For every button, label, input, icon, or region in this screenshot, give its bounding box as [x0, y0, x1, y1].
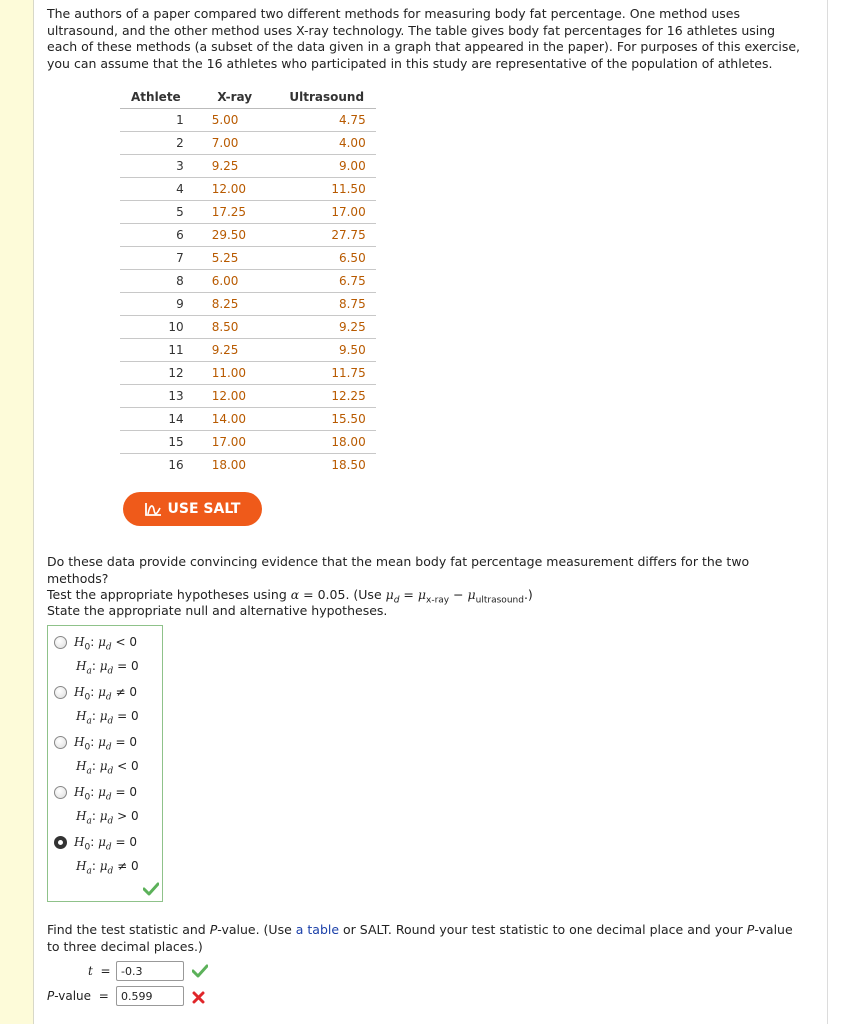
hypothesis-option-5[interactable] — [52, 833, 160, 877]
mu-eq: = — [399, 587, 418, 602]
right-divider — [827, 0, 828, 1024]
hypothesis-option-4[interactable] — [52, 783, 160, 827]
ultrasound-cell: 11.75 — [278, 362, 376, 385]
xray-cell: 12.00 — [192, 385, 278, 408]
radio-button[interactable] — [54, 636, 67, 649]
body-fat-table — [120, 86, 376, 476]
hypothesis-option-1[interactable] — [52, 633, 160, 677]
use-salt-button[interactable] — [123, 492, 262, 526]
salt-chart-icon — [145, 502, 162, 517]
find-post2: -value to three decimal places.) — [47, 922, 793, 954]
sub-xray: x-ray — [426, 595, 450, 606]
t-label: t = — [88, 964, 111, 978]
alternative-hypothesis: $H_a$: $\mu_d = 0$ — [76, 659, 139, 677]
athlete-cell: 15 — [120, 431, 192, 454]
sub-ultrasound: ultrasound — [475, 595, 524, 606]
header-xray: X-ray — [192, 86, 278, 109]
ultrasound-cell: 15.50 — [278, 408, 376, 431]
mu-xray: μ — [417, 587, 426, 602]
alpha-value: 0.05 — [317, 587, 346, 602]
athlete-cell: 2 — [120, 132, 192, 155]
xray-cell: 8.50 — [192, 316, 278, 339]
t-statistic-input[interactable] — [116, 961, 184, 981]
use-salt-label: USE SALT — [167, 501, 241, 517]
problem-intro: The authors of a paper compared two different methods for measuring body fat percentage. One method uses ultrasound, and the other method uses X-ray technology. The table gives body fat percentages for 16 athletes using each of these methods (a subset of the data given in a graph that appeared in the paper). For purposes of this exercise, you can assume that the 16 athletes who participated in this study are representative of the population of athletes. — [47, 6, 801, 71]
table-row — [120, 293, 376, 316]
hypothesis-options — [47, 625, 163, 902]
table-row — [120, 270, 376, 293]
t-correct-check-icon — [192, 963, 208, 982]
ultrasound-cell: 9.00 — [278, 155, 376, 178]
table-header-row — [120, 86, 376, 109]
alternative-hypothesis: $H_a$: $\mu_d < 0$ — [76, 759, 139, 777]
athlete-cell: 12 — [120, 362, 192, 385]
athlete-cell: 1 — [120, 109, 192, 132]
find-pre: Find the test statistic and — [47, 922, 210, 937]
xray-cell: 7.00 — [192, 132, 278, 155]
table-row — [120, 454, 376, 477]
p-value-input[interactable] — [116, 986, 184, 1006]
ultrasound-cell: 18.00 — [278, 431, 376, 454]
alternative-hypothesis: $H_a$: $\mu_d = 0$ — [76, 709, 139, 727]
find-post1: or SALT. Round your test statistic to one decimal place and your — [339, 922, 747, 937]
xray-cell: 17.25 — [192, 201, 278, 224]
table-row — [120, 247, 376, 270]
null-hypothesis: $H_0$: $\mu_d = 0$ — [74, 785, 137, 803]
ultrasound-cell: 4.75 — [278, 109, 376, 132]
radio-button[interactable] — [54, 736, 67, 749]
null-hypothesis: $H_0$: $\mu_d < 0$ — [74, 635, 137, 653]
alternative-hypothesis: $H_a$: $\mu_d > 0$ — [76, 809, 139, 827]
xray-cell: 14.00 — [192, 408, 278, 431]
table-row — [120, 339, 376, 362]
table-row — [120, 431, 376, 454]
left-margin-bar — [0, 0, 33, 1024]
athlete-cell: 13 — [120, 385, 192, 408]
athlete-cell: 5 — [120, 201, 192, 224]
athlete-cell: 4 — [120, 178, 192, 201]
xray-cell: 11.00 — [192, 362, 278, 385]
table-row — [120, 385, 376, 408]
table-row — [120, 132, 376, 155]
ultrasound-cell: 6.75 — [278, 270, 376, 293]
header-ultrasound: Ultrasound — [278, 86, 376, 109]
null-hypothesis: $H_0$: $\mu_d = 0$ — [74, 835, 137, 853]
mu-d: μ — [385, 587, 394, 602]
table-row — [120, 316, 376, 339]
mu-ultra: μ — [467, 587, 476, 602]
xray-cell: 29.50 — [192, 224, 278, 247]
question-text — [47, 554, 807, 609]
ultrasound-cell: 12.25 — [278, 385, 376, 408]
xray-cell: 17.00 — [192, 431, 278, 454]
sub-d: d — [393, 595, 400, 606]
athlete-cell: 14 — [120, 408, 192, 431]
find-prompt — [47, 922, 807, 955]
ultrasound-cell: 17.00 — [278, 201, 376, 224]
athlete-cell: 6 — [120, 224, 192, 247]
table-row — [120, 155, 376, 178]
xray-cell: 12.00 — [192, 178, 278, 201]
hypothesis-option-3[interactable] — [52, 733, 160, 777]
xray-cell: 18.00 — [211, 458, 247, 472]
find-mid: -value. (Use — [217, 922, 296, 937]
ultrasound-cell: 27.75 — [278, 224, 376, 247]
use-open: . (Use — [345, 587, 386, 602]
alternative-hypothesis: $H_a$: $\mu_d \ne 0$ — [76, 859, 139, 877]
ultrasound-cell: 9.50 — [278, 339, 376, 362]
ultrasound-cell: 11.50 — [278, 178, 376, 201]
xray-cell: 9.25 — [192, 155, 278, 178]
state-prompt: State the appropriate null and alternative hypotheses. — [47, 603, 388, 618]
table-row — [120, 408, 376, 431]
table-row — [120, 362, 376, 385]
athlete-cell: 9 — [120, 293, 192, 316]
correct-check-icon — [143, 881, 159, 900]
question-line1: Do these data provide convincing evidence that the mean body fat percentage measurement differs for the two methods? — [47, 554, 750, 586]
athlete-cell: 16 — [168, 458, 184, 472]
ultrasound-cell: 6.50 — [278, 247, 376, 270]
alpha-symbol: α — [290, 587, 300, 602]
xray-cell: 9.25 — [192, 339, 278, 362]
close-paren: .) — [523, 587, 533, 602]
radio-button[interactable] — [54, 786, 67, 799]
table-body — [120, 109, 376, 477]
ultrasound-cell: 8.75 — [278, 293, 376, 316]
xray-cell: 5.25 — [192, 247, 278, 270]
alpha-eq: = — [299, 587, 318, 602]
hypothesis-option-2[interactable] — [52, 683, 160, 727]
table-row — [120, 109, 376, 132]
athlete-cell: 11 — [120, 339, 192, 362]
minus: − — [449, 587, 468, 602]
xray-cell: 6.00 — [192, 270, 278, 293]
table-row — [120, 178, 376, 201]
table-row — [120, 224, 376, 247]
radio-button[interactable] — [54, 836, 67, 849]
table-row — [120, 201, 376, 224]
xray-cell: 5.00 — [192, 109, 278, 132]
find-p1: P — [209, 922, 218, 937]
null-hypothesis: $H_0$: $\mu_d = 0$ — [74, 735, 137, 753]
athlete-cell: 7 — [120, 247, 192, 270]
null-hypothesis: $H_0$: $\mu_d \ne 0$ — [74, 685, 137, 703]
athlete-cell: 8 — [120, 270, 192, 293]
radio-button[interactable] — [54, 686, 67, 699]
ultrasound-cell: 18.50 — [331, 458, 366, 472]
question-line2-pre: Test the appropriate hypotheses using — [47, 587, 291, 602]
find-p2: P — [746, 922, 755, 937]
p-wrong-x-icon — [192, 989, 205, 1008]
left-divider — [33, 0, 34, 1024]
athlete-cell: 3 — [120, 155, 192, 178]
xray-cell: 8.25 — [192, 293, 278, 316]
ultrasound-cell: 4.00 — [278, 132, 376, 155]
ultrasound-cell: 9.25 — [278, 316, 376, 339]
table-link[interactable]: a table — [295, 922, 340, 937]
p-value-label: P-value = — [47, 989, 109, 1003]
header-athlete: Athlete — [120, 86, 192, 109]
athlete-cell: 10 — [120, 316, 192, 339]
